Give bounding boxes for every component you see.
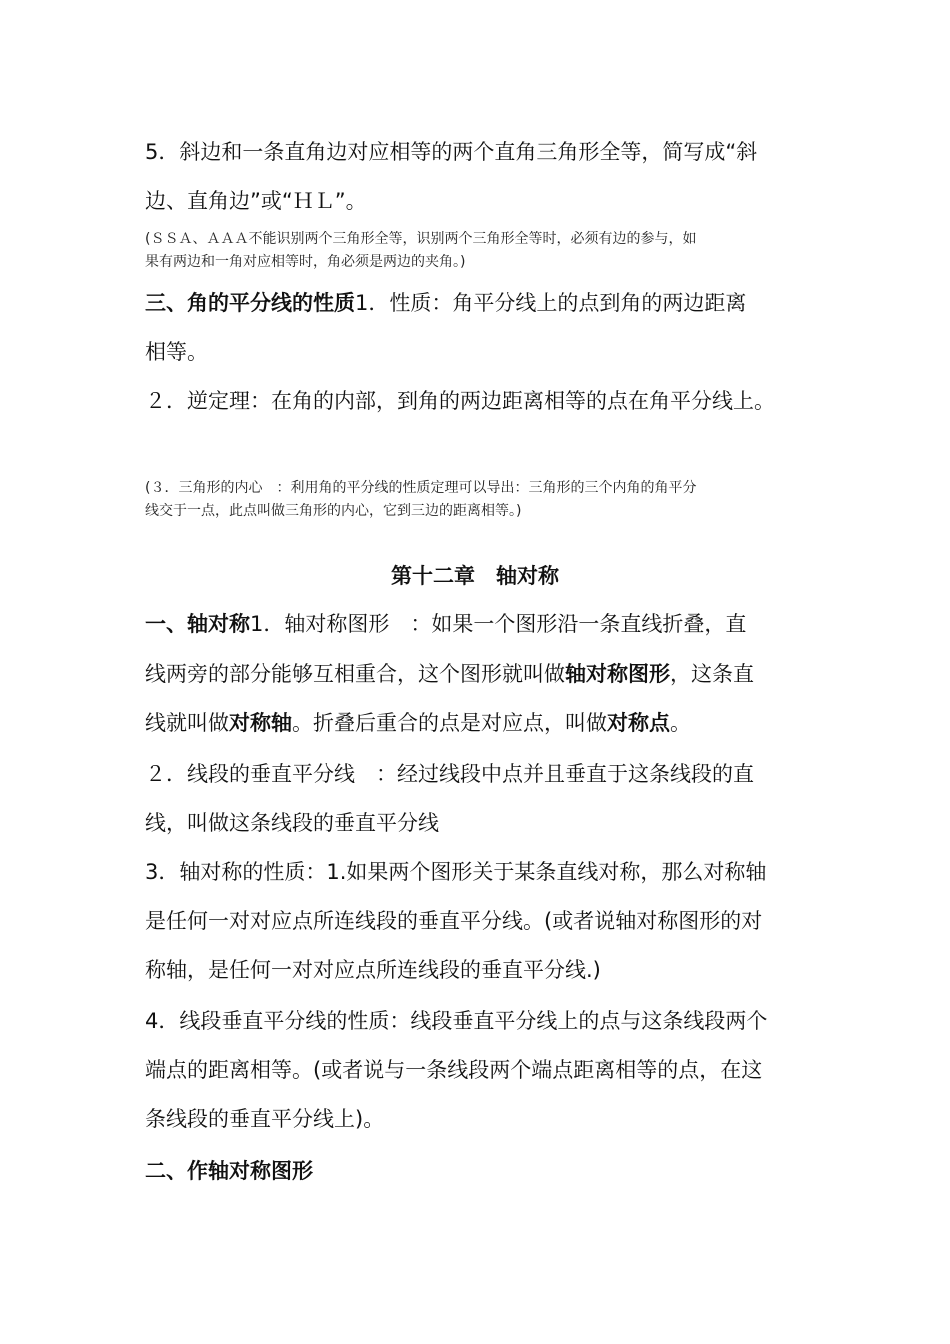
- text-line: 边、直角边”或“ＨＬ”。: [145, 189, 367, 213]
- note-line: (ＳＳＡ、ＡＡＡ不能识别两个三角形全等，识别两个三角形全等时，必须有边的参与，如: [145, 231, 697, 247]
- text-line: [145, 659, 754, 689]
- term: 对称轴: [229, 711, 292, 735]
- text-line: 线，叫做这条线段的垂直平分线: [145, 811, 439, 835]
- text-line: 4．线段垂直平分线的性质：线段垂直平分线上的点与这条线段两个: [145, 1009, 768, 1033]
- section-heading: 一、轴对称: [145, 612, 250, 636]
- text-span: 。折叠后重合的点是对应点，叫做: [292, 711, 607, 735]
- section-heading-line: [145, 609, 746, 639]
- text-span: 。: [670, 711, 691, 735]
- text-line: 是任何一对对应点所连线段的垂直平分线。(或者说轴对称图形的对: [145, 909, 763, 933]
- text-span: 1．性质：角平分线上的点到角的两边距离: [355, 291, 747, 315]
- text-span: ，这条直: [670, 662, 754, 686]
- text-span: 线就叫做: [145, 711, 229, 735]
- text-line: [145, 708, 691, 738]
- term: 轴对称图形: [565, 662, 670, 686]
- section-heading: 三、角的平分线的性质: [145, 291, 355, 315]
- section-heading-line: [145, 288, 746, 318]
- text-line: 端点的距离相等。(或者说与一条线段两个端点距离相等的点，在这: [145, 1058, 763, 1082]
- text-span: 线两旁的部分能够互相重合，这个图形就叫做: [145, 662, 565, 686]
- text-line: ２．逆定理：在角的内部，到角的两边距离相等的点在角平分线上。: [145, 389, 775, 413]
- text-line: 相等。: [145, 340, 208, 364]
- text-line: ２．线段的垂直平分线 ：经过线段中点并且垂直于这条线段的直: [145, 762, 754, 786]
- note-line: (３．三角形的内心 ：利用角的平分线的性质定理可以导出：三角形的三个内角的角平分: [145, 480, 697, 496]
- text-line: 条线段的垂直平分线上)。: [145, 1107, 385, 1131]
- text-line: 3．轴对称的性质：1.如果两个图形关于某条直线对称，那么对称轴: [145, 860, 767, 884]
- text-line: 称轴，是任何一对对应点所连线段的垂直平分线.): [145, 958, 601, 982]
- chapter-title: 第十二章 轴对称: [391, 564, 559, 588]
- note-line: 果有两边和一角对应相等时，角必须是两边的夹角。): [145, 254, 466, 270]
- note-line: 线交于一点，此点叫做三角形的内心，它到三边的距离相等。): [145, 503, 522, 519]
- section-heading: 二、作轴对称图形: [145, 1159, 313, 1183]
- term: 对称点: [607, 711, 670, 735]
- text-line: 5．斜边和一条直角边对应相等的两个直角三角形全等，简写成“斜: [145, 140, 758, 164]
- text-span: 1．轴对称图形 ：如果一个图形沿一条直线折叠，直: [250, 612, 747, 636]
